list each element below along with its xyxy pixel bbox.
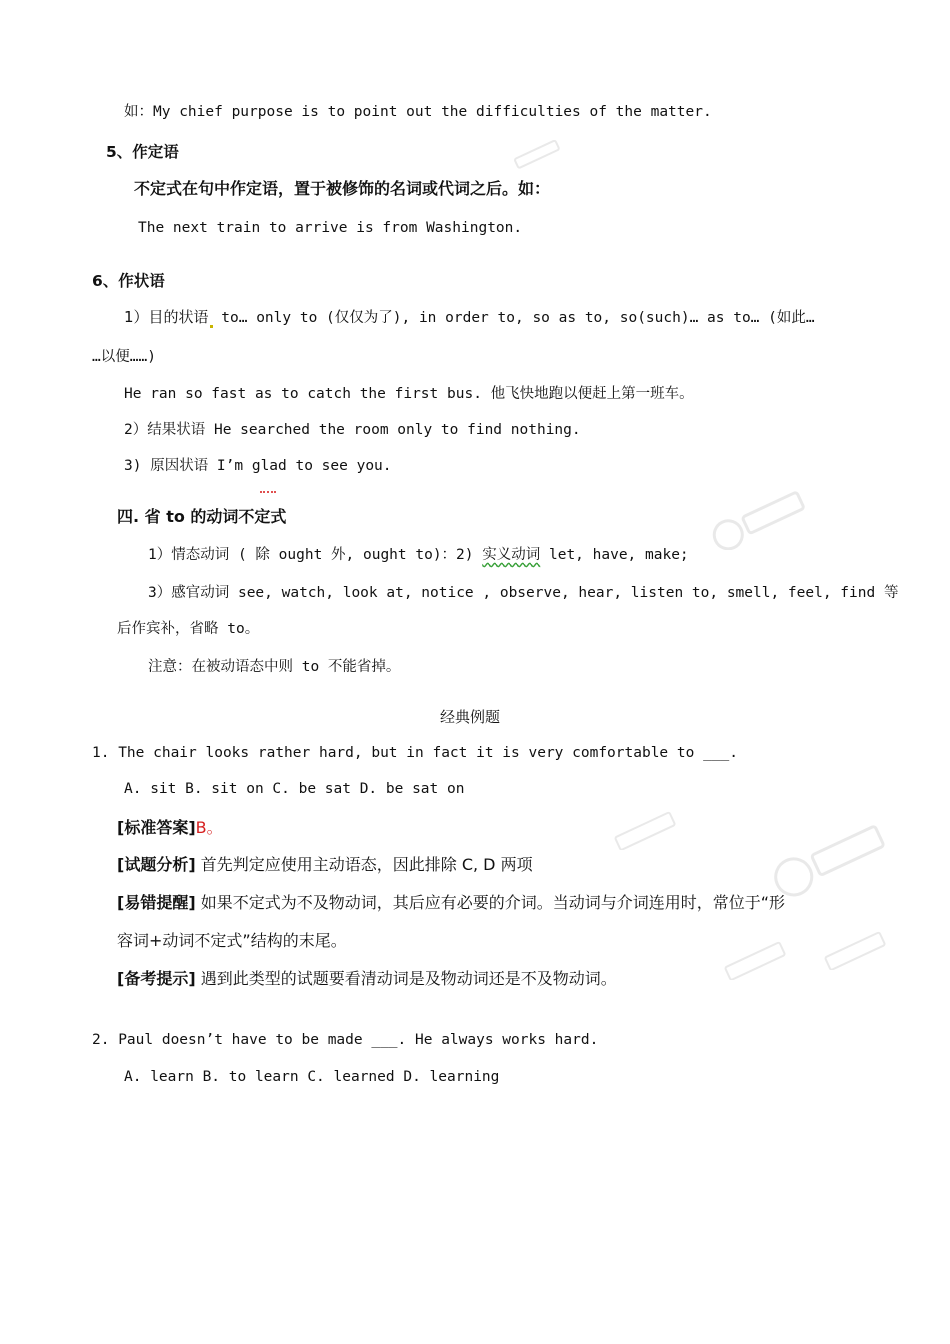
exam-tip-text: 遇到此类型的试题要看清动词是及物动词还是不及物动词。: [195, 969, 617, 988]
watermark-logo: [700, 490, 820, 550]
analysis-text: 首先判定应使用主动语态，因此排除 C, D 两项: [195, 855, 533, 874]
purpose-forms-continued: …以便……): [92, 349, 156, 365]
section-title: 经典例题: [440, 708, 501, 726]
reminder-label: [易错提醒]: [117, 893, 196, 912]
modal-verbs: 1）情态动词 ( 除 ought 外, ought to)：2): [148, 547, 483, 563]
watermark-logo: [510, 140, 570, 170]
heading-bare-infinitive: 四. 省 to 的动词不定式: [117, 507, 287, 526]
sense-verbs: 3）感官动词 see, watch, look at, notice , observe, hear, listen to, smell, feel, find 等: [148, 585, 899, 601]
error-reminder: [117, 893, 785, 913]
purpose-example: He ran so fast as to catch the first bus. 他飞快地跑以便赶上第一班车。: [124, 386, 694, 402]
purpose-label: 1）目的状语: [124, 308, 209, 326]
purpose-adverbial-line: [124, 307, 815, 328]
watermark-logo: [760, 820, 900, 900]
attributive-rule: 不定式在句中作定语，置于被修饰的名词或代词之后。如：: [134, 179, 551, 198]
answer-value: B。: [195, 818, 223, 837]
red-dotted-mark: [260, 487, 276, 493]
causative-verbs: let, have, make;: [540, 547, 689, 563]
result-adverbial: 2）结果状语 He searched the room only to find nothing.: [124, 422, 581, 438]
exam-tip: [117, 969, 617, 989]
purpose-forms: to… only to (仅仅为了), in order to, so as to, so(such)… as to… (如此…: [212, 310, 815, 326]
question-2-options: A. learn B. to learn C. learned D. learning: [124, 1069, 500, 1085]
cause-adverbial: 3) 原因状语 I’m glad to see you.: [124, 458, 392, 474]
question-2: 2. Paul doesn’t have to be made ___. He always works hard.: [92, 1032, 599, 1048]
modal-and-causative-verbs: [148, 545, 689, 565]
sense-verbs-continued: 后作宾补，省略 to。: [117, 621, 260, 637]
answer-label: [标准答案]: [117, 818, 196, 837]
watermark-logo: [720, 940, 800, 980]
heading-attributive: 5、作定语: [106, 143, 179, 161]
heading-adverbial: 6、作状语: [92, 272, 165, 290]
reminder-text: 如果不定式为不及物动词，其后应有必要的介词。当动词与介词连用时，常位于“形: [195, 893, 786, 912]
watermark-logo: [820, 930, 900, 970]
attributive-example: The next train to arrive is from Washington.: [138, 220, 523, 236]
analysis-label: [试题分析]: [117, 855, 196, 874]
example-purpose: 如：My chief purpose is to point out the difficulties of the matter.: [124, 104, 712, 120]
question-1-options: A. sit B. sit on C. be sat D. be sat on: [124, 781, 465, 797]
passive-note: 注意：在被动语态中则 to 不能省掉。: [148, 659, 401, 675]
analysis: [117, 855, 533, 875]
exam-tip-label: [备考提示]: [117, 969, 196, 988]
causative-label: 实义动词: [482, 547, 541, 563]
standard-answer: [117, 818, 223, 838]
error-reminder-continued: 容词+动词不定式”结构的末尾。: [117, 931, 347, 950]
watermark-logo: [610, 810, 690, 850]
question-1: 1. The chair looks rather hard, but in fact it is very comfortable to ___.: [92, 745, 739, 761]
